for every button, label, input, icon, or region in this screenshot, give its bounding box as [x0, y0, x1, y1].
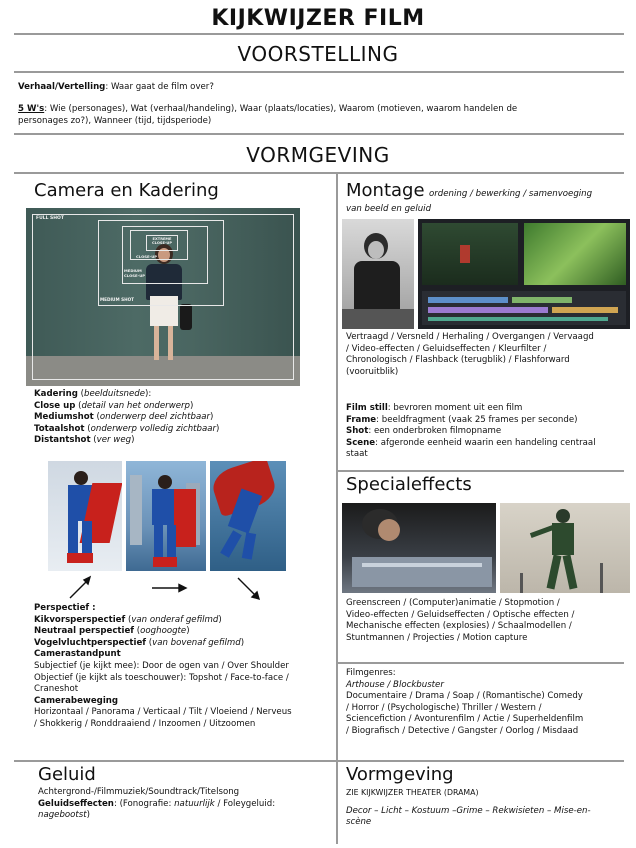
montage-photo-software	[418, 219, 630, 329]
skyline-building	[130, 475, 142, 545]
arrow-down-icon	[238, 578, 256, 596]
label-closeup: CLOSE-UP	[136, 254, 158, 259]
forest-figure	[460, 245, 470, 263]
voorstelling-verhaal: Verhaal/Vertelling: Waar gaat de film over?	[18, 82, 214, 92]
person-body	[354, 261, 400, 311]
special-list: Greenscreen / (Computer)animatie / Stopmotion / Video-effecten / Geluidseffecten / Optische effecten / Mechanische effecten (explosies) / Schaalmodellen / Stuntmannen / Projecties / Motion capture	[346, 598, 575, 643]
person-face	[378, 519, 400, 541]
montage-photo-editor	[342, 219, 414, 329]
tripod	[520, 573, 523, 593]
special-heading: Specialeffects	[346, 474, 472, 495]
preview-forest	[422, 223, 518, 285]
timeline-audio	[428, 317, 608, 321]
mocap-head	[556, 509, 570, 523]
geluid-text: Achtergrond-/Filmmuziek/Soundtrack/Titelsong Geluidseffecten: (Fonografie: natuurlijk / Foleygeluid: nagebootst)	[38, 787, 276, 821]
hero-cape	[174, 489, 196, 547]
hero-boots	[153, 557, 177, 567]
perspective-photo-neutraal	[126, 461, 206, 571]
timeline-clip	[428, 307, 548, 313]
label-medium-shot: MEDIUM SHOT	[100, 297, 135, 302]
divider	[336, 662, 624, 664]
tripod	[600, 563, 603, 593]
arrow-right-head	[179, 585, 186, 592]
label-full-shot: FULL SHOT	[36, 216, 64, 221]
hero-boots	[67, 553, 93, 563]
hero-leg	[220, 530, 242, 558]
mocap-body	[552, 523, 574, 555]
divider	[14, 760, 336, 762]
perspective-arrows	[60, 574, 300, 602]
divider	[14, 172, 624, 174]
divider	[14, 133, 624, 135]
preview-leaf	[524, 223, 626, 285]
mocap-leg	[547, 555, 562, 590]
divider	[336, 760, 624, 762]
arrow-up-icon	[70, 580, 88, 598]
montage-subtitle: van beeld en geluid	[346, 204, 432, 214]
special-photo-models	[342, 503, 496, 593]
voorstelling-5ws: 5 W's: Wie (personages), Wat (verhaal/handeling), Waar (plaats/locaties), Waarom (motieven, waarom handelen de personages zo?), Wanneer (tijd, tijdsperiode)	[18, 104, 518, 126]
timeline-clip	[512, 297, 572, 303]
timeline-clip	[552, 307, 618, 313]
hero-leg	[242, 532, 256, 559]
montage-definitions: Film still: bevroren moment uit een film Frame: beeldfragment (vaak 25 frames per seconde) Shot: een onderbroken filmopname Scene: afgeronde eenheid waarin een handeling centraal staat	[346, 403, 596, 460]
label-extreme-closeup: EXTREME CLOSE-UP	[152, 237, 172, 245]
model-detail	[362, 563, 482, 567]
perspectief-list: Perspectief : Kikvorsperspectief (van onderaf gefilmd) Neutraal perspectief (ooghoogte) Vogelvluchtperspectief (van bovenaf gefilmd) Camerastandpunt Subjectief (je kijkt mee): Door de ogen van / Over Shoulder Objectief (je kijkt als toeschouwer): Topshot / Face-to-face / Craneshot Camerabeweging Horizontaal / Panorama / Verticaal / Tilt / Vloeiend / Nerveus / Shokkerig / Ronddraaiend / Inzoomen / Uitzoomen	[34, 603, 292, 729]
perspective-photo-vogel	[210, 461, 286, 571]
montage-list: Vertraagd / Versneld / Herhaling / Overgangen / Vervaagd / Video-effecten / Geluidseffecten / Kleurfilter / Chronologisch / Flashback (terugblik) / Flashforward (vooruitblik)	[346, 332, 594, 377]
timeline-clip	[428, 297, 508, 303]
special-photo-mocap	[500, 503, 630, 593]
mocap-leg	[563, 555, 578, 590]
vormgeving-text: ZIE KIJKWIJZER THEATER (DRAMA) Decor – Licht – Kostuum –Grime – Rekwisieten – Mise-en- scène	[346, 788, 591, 828]
genres-list: Filmgenres: Arthouse / Blockbuster Documentaire / Drama / Soap / (Romantische) Comedy / Horror / (Psychologische) Thriller / Western / Sciencefiction / Avonturenfilm / Actie / Superheldenfilm / Biografisch / Detective / Gangster / Oorlog / Misdaad	[346, 668, 584, 736]
scale-model	[352, 557, 492, 587]
framing-photo	[26, 208, 300, 386]
kadering-list: Kadering (beelduitsnede): Close up (detail van het onderwerp) Mediumshot (onderwerp deel zichtbaar) Totaalshot (onderwerp volledig zichtbaar) Distantshot (ver weg)	[34, 389, 220, 446]
section-vormgeving-heading: VORMGEVING	[246, 143, 390, 167]
column-divider	[336, 172, 338, 844]
mocap-arm	[530, 525, 554, 538]
divider	[14, 33, 624, 35]
page-title: KIJKWIJZER FILM	[211, 6, 425, 31]
montage-heading: Montage ordening / bewerking / samenvoeging	[346, 180, 593, 201]
camera-heading: Camera en Kadering	[34, 180, 219, 201]
divider	[14, 71, 624, 73]
section-voorstelling-heading: VOORSTELLING	[237, 42, 399, 66]
divider	[336, 470, 624, 472]
vormgeving-heading: Vormgeving	[346, 764, 454, 785]
hero-head	[74, 471, 88, 485]
geluid-heading: Geluid	[38, 764, 96, 785]
perspective-photo-kikvors	[48, 461, 122, 571]
timeline	[422, 291, 626, 325]
label-medium-closeup: MEDIUM CLOSE-UP	[124, 268, 146, 278]
hero-head	[158, 475, 172, 489]
person-face	[368, 241, 384, 259]
film-reel	[342, 309, 414, 329]
